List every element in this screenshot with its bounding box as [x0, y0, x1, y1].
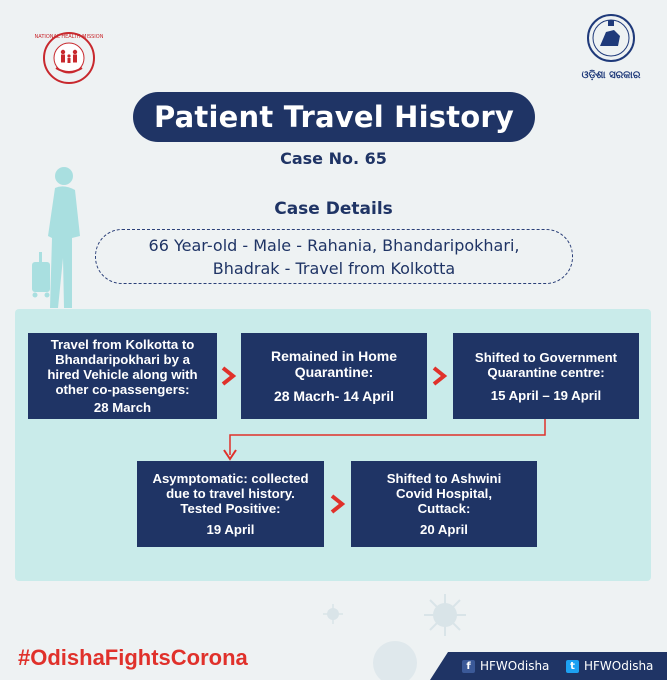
step-4-line1: Asymptomatic: collected	[152, 471, 309, 486]
case-details-heading: Case Details	[274, 199, 393, 219]
arrow-right-icon	[431, 366, 449, 386]
twitter-icon: t	[566, 660, 579, 673]
svg-text:NATIONAL HEALTH MISSION: NATIONAL HEALTH MISSION	[34, 34, 104, 40]
virus-icon	[322, 603, 344, 625]
traveler-silhouette-icon	[28, 158, 98, 310]
step-box-2	[241, 333, 427, 419]
step-1-line1: Travel from Kolkotta to	[50, 337, 195, 352]
step-5-date: 20 April	[420, 522, 468, 537]
step-box-5	[351, 461, 537, 547]
hashtag: #OdishaFightsCorona	[18, 645, 248, 670]
case-details-line1: 66 Year-old - Male - Rahania, Bhandaripokhari,	[148, 235, 520, 255]
step-1-line2: Bhandaripokhari by a	[55, 352, 190, 367]
page-title: Patient Travel History	[133, 92, 535, 142]
twitter-link[interactable]	[566, 659, 653, 673]
step-2-date: 28 Macrh- 14 April	[273, 388, 395, 404]
arrow-right-icon	[329, 494, 347, 514]
case-details-line2: Bhadrak - Travel from Kolkotta	[212, 258, 456, 278]
twitter-handle: HFWOdisha	[584, 659, 654, 673]
facebook-link[interactable]	[462, 659, 549, 673]
arrow-right-icon	[220, 366, 238, 386]
step-box-3	[453, 333, 639, 419]
step-5-line3: Cuttack:	[417, 501, 471, 516]
emblem-caption: ଓଡ଼ିଶା ସରକାର	[581, 70, 641, 81]
step-5-line1: Shifted to Ashwini	[386, 471, 502, 486]
step-3-line1: Shifted to Government	[474, 349, 618, 365]
facebook-handle: HFWOdisha	[480, 659, 550, 673]
virus-icon	[360, 628, 430, 680]
step-box-4	[137, 461, 324, 547]
facebook-icon: f	[462, 660, 475, 673]
step-box-1	[28, 333, 217, 419]
step-5-line2: Covid Hospital,	[396, 486, 492, 501]
step-4-line2: due to travel history.	[166, 486, 295, 501]
step-3-line2: Quarantine centre:	[487, 364, 605, 380]
step-1-line3: hired Vehicle along with	[47, 367, 198, 382]
case-details-box	[95, 229, 573, 284]
step-4-date: 19 April	[206, 522, 255, 537]
step-2-line2: Quarantine:	[294, 364, 374, 380]
case-number: Case No. 65	[280, 149, 387, 168]
step-3-date: 15 April – 19 April	[490, 387, 602, 403]
step-1-line4: other co-passengers:	[55, 382, 190, 397]
odisha-government-emblem	[574, 12, 648, 82]
step-2-line1: Remained in Home	[270, 348, 398, 364]
emblem-seal-icon	[586, 12, 636, 64]
step-4-line3: Tested Positive:	[180, 501, 281, 516]
step-1-date: 28 March	[93, 400, 152, 415]
national-health-mission-logo	[30, 30, 108, 86]
connector-arrow	[215, 419, 550, 463]
